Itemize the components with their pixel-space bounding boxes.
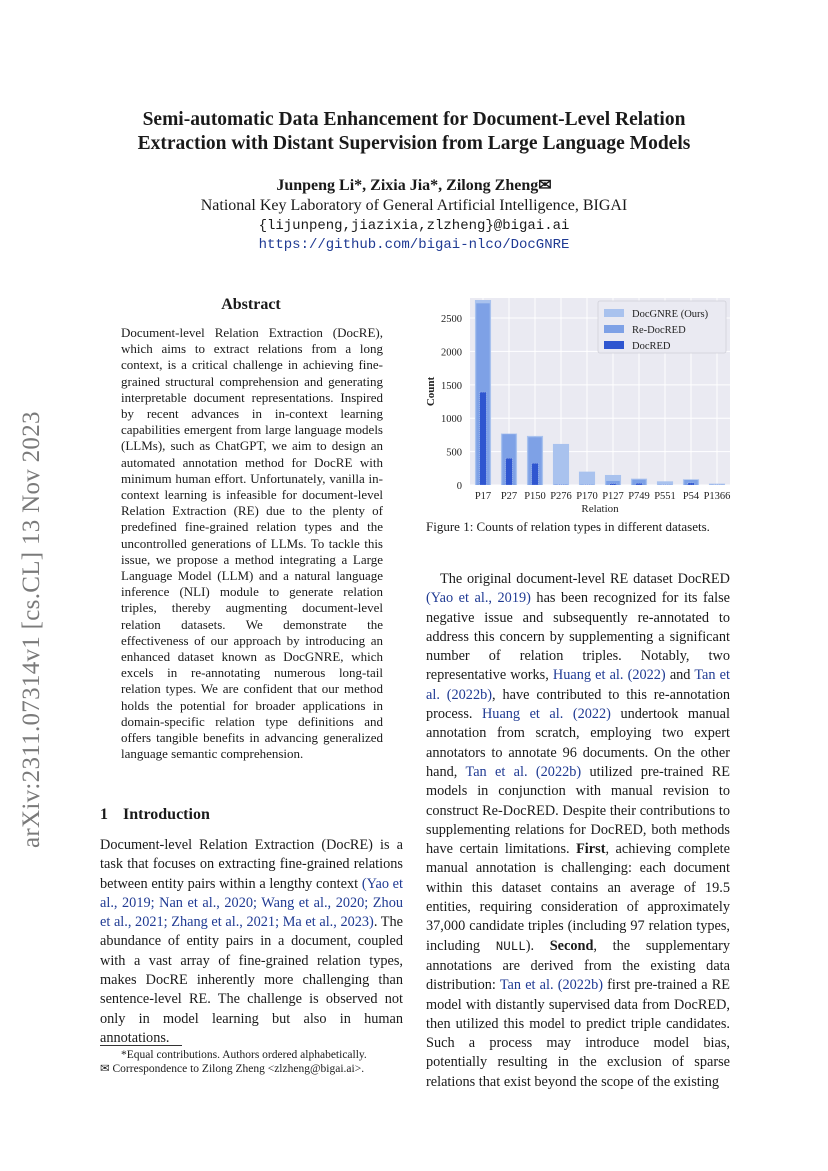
text-run: , the supplementary annotations are derived from the existing data distribution: bbox=[426, 937, 730, 994]
bar-docred bbox=[636, 483, 643, 485]
abstract-heading: Abstract bbox=[221, 296, 281, 313]
y-axis-label: Count bbox=[425, 376, 437, 407]
legend-swatch bbox=[604, 309, 624, 317]
x-tick-label: P276 bbox=[550, 491, 572, 502]
paper-title bbox=[100, 108, 728, 156]
introduction-paragraph bbox=[100, 836, 403, 1048]
text-run: ). bbox=[525, 937, 550, 954]
citation-link[interactable]: Tan et al. (2022b) bbox=[499, 977, 603, 994]
x-tick-label: P150 bbox=[524, 491, 546, 502]
y-tick-label: 0 bbox=[456, 481, 462, 492]
intro-citations[interactable]: (Yao et al., 2019; Nan et al., 2020; Wang et al., 2020; Zhou et al., 2021; Zhang et al., 2021; Ma et al., 2023) bbox=[100, 875, 404, 931]
x-tick-label: P749 bbox=[628, 491, 650, 502]
footnote-equal-contribution: *Equal contributions. Authors ordered alphabetically. bbox=[121, 1049, 367, 1061]
x-tick-label: P54 bbox=[682, 491, 700, 502]
bar-docred bbox=[506, 458, 513, 485]
bold-run: Second bbox=[549, 937, 594, 954]
github-link[interactable]: https://github.com/bigai-nlco/DocGNRE bbox=[258, 237, 570, 253]
citation-link[interactable]: (Yao et al., 2019) bbox=[426, 590, 531, 607]
bar-docred bbox=[610, 484, 617, 485]
citation-link[interactable]: Huang et al. (2022) bbox=[481, 706, 611, 723]
affiliation: National Key Laboratory of General Artificial Intelligence, BIGAI bbox=[200, 197, 628, 214]
title-line-2: Extraction with Distant Supervision from Large Language Models bbox=[137, 133, 691, 154]
x-tick-label: P1366 bbox=[703, 491, 731, 502]
section-title: Introduction bbox=[123, 806, 210, 823]
footnote-rule bbox=[100, 1045, 182, 1046]
intro-text-1: Document-level Relation Extraction (DocRE) is a task that focuses on extracting fine-grained relations between entity pairs within a lengthy context bbox=[100, 837, 403, 892]
legend-swatch bbox=[604, 341, 624, 349]
arxiv-stamp: arXiv:2311.07314v1 [cs.CL] 13 Nov 2023 bbox=[18, 411, 45, 848]
x-tick-label: P551 bbox=[654, 491, 676, 502]
text-run: , achieving complete manual annotation is challenging: each document within this dataset contains an average of 19.5 entities, requiring consideration of approximately 37,000 candidate triples (including 97 relation types, including bbox=[426, 841, 730, 954]
citation-link[interactable]: Tan et al. (2022b) bbox=[426, 667, 730, 703]
y-tick-label: 2500 bbox=[441, 314, 462, 326]
text-run: The original document-level RE dataset DocRED bbox=[440, 571, 730, 587]
abstract-text: Document-level Relation Extraction (DocRE), which aims to extract relations from a long context, is a critical challenge in achieving fine-grained structural comprehension and generating interpretable document representations. Inspired by recent advances in in-context learning capabilities emergent from large language models (LLMs), such as ChatGPT, we aim to design an automated annotation method for DocRE with minimum human effort. Unfortunately, vanilla in-context learning is infeasible for document-level Relation Extraction (RE) due to the plenty of predefined fine-grained relation types and the uncontrolled generations of LLMs. To tackle this issue, we propose a method integrating a Large Language Model (LLM) and a natural language inference (NLI) module to generate relation triples, thereby augmenting document-level relation datasets. We demonstrate the effectiveness of our approach by introducing an enhanced dataset known as DocGNRE, which excels in re-annotating numerous long-tail relation types. We are confident that our method holds the potential for broader applications in domain-specific relation type definitions and offers tangible benefits in advancing generalized language semantic comprehension. bbox=[121, 325, 383, 762]
bar-docred bbox=[532, 463, 539, 485]
code-null: NULL bbox=[495, 939, 526, 954]
text-run: utilized pre-trained RE models in conjunction with manual revision to construct Re-DocRED. Despite their contributions to supplementing relations for DocRED, both methods have certain limitations. bbox=[426, 763, 731, 858]
y-tick-label: 1000 bbox=[441, 414, 462, 426]
legend-label: DocGNRE (Ours) bbox=[632, 309, 709, 320]
bold-run: First bbox=[576, 841, 606, 858]
right-column-paragraph bbox=[426, 570, 730, 1092]
legend-swatch bbox=[604, 325, 624, 333]
bar-docgnreours bbox=[553, 444, 569, 485]
relation-count-chart bbox=[420, 292, 732, 514]
intro-text-2: . The abundance of entity pairs in a document, coupled with a vast array of fine-grained relation types, makes DocRE inherently more challenging than sentence-level RE. The challenge is observed not only in model learning but also in human annotations. bbox=[100, 914, 403, 1046]
bar-docgnreours bbox=[657, 481, 673, 485]
authors bbox=[100, 176, 728, 195]
bar-docgnreours bbox=[579, 472, 595, 485]
text-run: , have contributed to this re-annotation process. bbox=[426, 686, 731, 723]
title-line-1: Semi-automatic Data Enhancement for Document-Level Relation bbox=[142, 109, 686, 130]
y-tick-label: 500 bbox=[446, 447, 462, 459]
legend-label: DocRED bbox=[632, 341, 671, 352]
y-tick-label: 1500 bbox=[441, 380, 462, 392]
footnote-correspondence: ✉ Correspondence to Zilong Zheng <zlzheng@bigai.ai>. bbox=[100, 1063, 365, 1075]
x-tick-label: P127 bbox=[602, 491, 624, 502]
section-heading-introduction bbox=[100, 806, 210, 824]
x-tick-label: P27 bbox=[500, 491, 518, 502]
text-run: undertook manual annotation from scratch, employing two expert annotators to annotate 96 documents. On the other hand, bbox=[426, 706, 731, 780]
bar-docred bbox=[480, 392, 487, 485]
citation-link[interactable]: Huang et al. (2022) bbox=[552, 667, 666, 684]
x-axis-label: Relation bbox=[581, 503, 619, 514]
author-emails: {lijunpeng,jiazixia,zlzheng}@bigai.ai bbox=[258, 218, 570, 234]
text-run: has been recognized for its false negative issue and subsequently re-annotated to address this concern by supplementing a significant number of relation triples. Notably, two representative works, bbox=[426, 590, 730, 684]
y-tick-label: 2000 bbox=[441, 347, 462, 359]
figure-caption: Figure 1: Counts of relation types in different datasets. bbox=[426, 519, 710, 534]
text-run: first pre-trained a RE model with distantly supervised data from DocRED, then utilized this model to predict triple candidates. Such a process may introduce model bias, potentially resulting in the exclusion of sparse relations that exist beyond the scope of the existing bbox=[426, 977, 730, 1090]
legend-label: Re-DocRED bbox=[632, 325, 686, 336]
x-tick-label: P170 bbox=[576, 491, 598, 502]
section-number: 1 bbox=[100, 806, 108, 823]
bar-docred bbox=[688, 483, 695, 485]
citation-link[interactable]: Tan et al. (2022b) bbox=[465, 763, 582, 780]
author-names: Junpeng Li*, Zixia Jia*, Zilong Zheng✉ bbox=[276, 177, 552, 194]
text-run: and bbox=[665, 667, 695, 684]
x-tick-label: P17 bbox=[474, 491, 492, 502]
